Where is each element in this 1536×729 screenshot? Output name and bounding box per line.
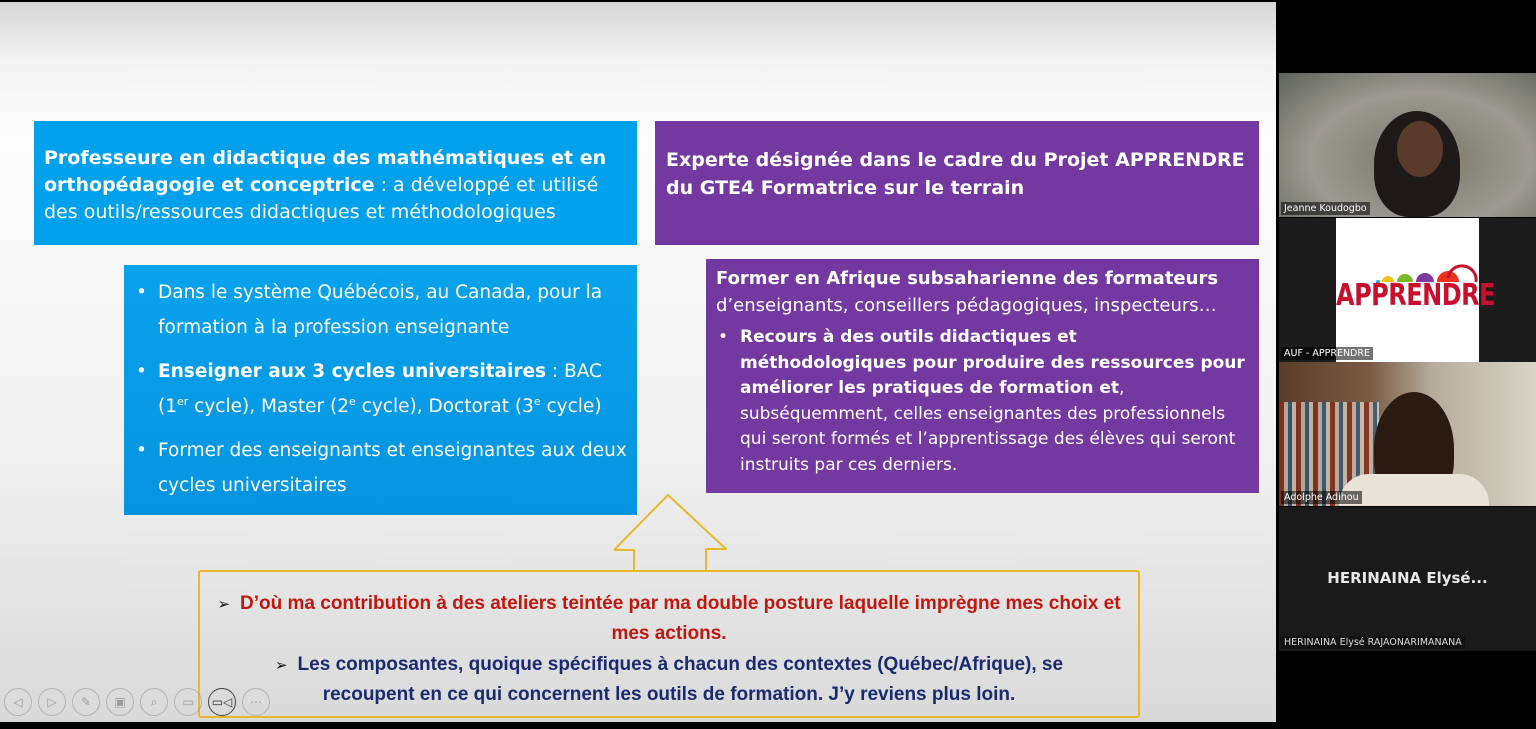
professor-role-title: Professeure en didactique des mathématiques et en orthopédagogie et conceptrice — [44, 147, 607, 196]
conclusion-callout — [198, 570, 1140, 718]
grid-icon: ▣ — [114, 695, 126, 709]
participant-name: Jeanne Koudogbo — [1281, 202, 1370, 215]
participant-name: Adolphe Adihou — [1281, 491, 1362, 504]
africa-intro-text: d’enseignants, conseillers pédagogiques, inspecteurs… — [716, 295, 1217, 316]
participants-panel — [1279, 0, 1536, 729]
callout-text: D’où ma contribution à des ateliers teintée par ma double posture laquelle imprègne mes choix et mes actions. — [240, 593, 1121, 644]
chevron-right-icon: ▷ — [47, 695, 57, 709]
participant-name: HERINAINA Elysé RAJAONARIMANANA — [1281, 636, 1465, 649]
callout-line-contribution — [200, 589, 1138, 648]
subtitles-button[interactable] — [174, 688, 202, 716]
next-slide-button[interactable] — [38, 688, 66, 716]
arrow-bullet-icon: ➢ — [217, 595, 231, 613]
camera-button[interactable] — [208, 688, 236, 716]
professor-role-description: : a développé et utilisé des outils/ressources didactiques et méthodologiques — [44, 174, 599, 223]
africa-intro — [716, 265, 1249, 319]
pen-icon: ✎ — [80, 695, 92, 709]
africa-activities-box — [706, 259, 1259, 493]
list-item-text: Dans le système Québécois, au Canada, pour la formation à la profession enseignante — [158, 282, 603, 338]
quebec-activities-box — [124, 265, 637, 515]
expert-role-title: Experte désignée dans le cadre du Projet APPRENDRE du GTE4 Formatrice sur le terrain — [666, 149, 1245, 199]
chevron-left-icon: ◁ — [13, 695, 23, 709]
participant-display-name: HERINAINA Elysé... — [1327, 569, 1488, 587]
zoom-button[interactable] — [140, 688, 168, 716]
arrow-bullet-icon: ➢ — [274, 656, 288, 674]
superscript: e — [533, 394, 541, 408]
africa-intro-bold: Former en Afrique subsaharienne des formateurs — [716, 268, 1219, 289]
magnifier-icon: ⌕ — [150, 694, 158, 709]
participant-tile[interactable] — [1279, 73, 1536, 217]
callout-line-components — [200, 650, 1138, 709]
quebec-activities-list — [134, 275, 627, 503]
list-item-text: cycle), Master (2 — [188, 396, 350, 417]
more-icon: ⋯ — [250, 695, 262, 709]
list-item — [716, 325, 1249, 478]
slideshow-toolbar — [4, 688, 270, 716]
more-options-button[interactable] — [242, 688, 270, 716]
participant-name: AUF - APPRENDRE — [1281, 347, 1373, 360]
video-camera-icon: ▭◁ — [211, 695, 233, 709]
presentation-slide — [0, 2, 1276, 722]
list-item-text: , subséquemment, celles enseignantes des professionnels qui seront formés et l’apprentissage des élèves qui seront instruits par ces derniers. — [740, 378, 1236, 475]
superscript: er — [177, 394, 189, 408]
africa-activities-list — [716, 325, 1249, 478]
professor-role-box — [34, 121, 637, 245]
up-arrow-icon — [608, 492, 738, 572]
list-item — [134, 354, 627, 424]
list-item — [134, 433, 627, 503]
logo-text: APPRENDRE — [1336, 277, 1496, 313]
superscript: e — [349, 394, 356, 408]
pen-button[interactable] — [72, 688, 100, 716]
participant-tile[interactable] — [1279, 362, 1536, 506]
previous-slide-button[interactable] — [4, 688, 32, 716]
list-item-bold: Enseigner aux 3 cycles universitaires — [158, 361, 547, 382]
participant-tile[interactable] — [1279, 507, 1536, 651]
list-item-text: cycle) — [540, 396, 602, 417]
list-item-text: cycle), Doctorat (3 — [355, 396, 534, 417]
list-item-bold: Recours à des outils didactiques et méthodologiques pour produire des ressources pour améliorer les pratiques de formation et — [740, 327, 1245, 398]
list-item-text: : BAC (1 — [158, 361, 602, 417]
callout-text: Les composantes, quoique spécifiques à chacun des contextes (Québec/Afrique), se recoupent en ce qui concernent les outils de formation. J’y reviens plus loin. — [297, 654, 1064, 705]
subtitles-icon: ▭ — [182, 695, 194, 709]
list-item — [134, 275, 627, 345]
apprendre-logo — [1336, 218, 1496, 362]
participant-face — [1397, 121, 1443, 177]
list-item-text: Former des enseignants et enseignantes aux deux cycles universitaires — [158, 440, 627, 496]
participant-tile[interactable] — [1279, 218, 1536, 362]
expert-role-box — [655, 121, 1259, 245]
slides-overview-button[interactable] — [106, 688, 134, 716]
